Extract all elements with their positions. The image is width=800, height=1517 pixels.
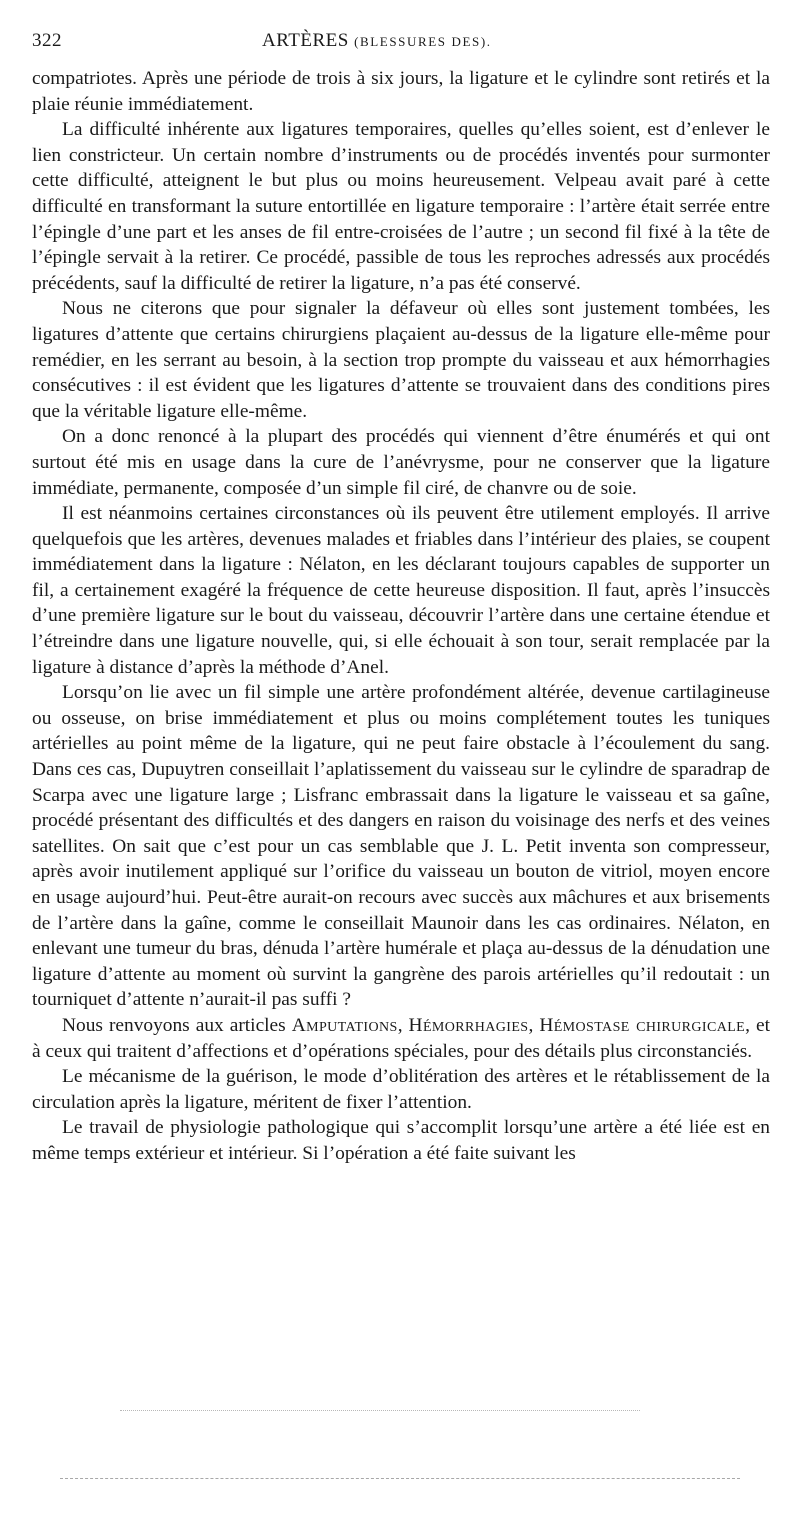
paragraph: Il est néanmoins certaines circonstances où ils peuvent être utilement employés. Il arrive quelquefois que les artères, devenues malades et friables dans l’intérieur des plaies, se coupent immédiatement dans la ligature : Nélaton, en les déclarant toujours capables de supporter un fil, a certainement exagéré la fréquence de cette heureuse disposition. Il faut, après l’insuccès d’une première ligature sur le bout du vaisseau, découvrir l’artère dans une certaine étendue et l’étreindre dans une ligature nouvelle, qui, si elle échouait à son tour, serait remplacée par la ligature à distance d’après la méthode d’Anel. [32, 503, 770, 678]
text-run: Nous renvoyons aux articles [62, 1014, 292, 1036]
page-number: 322 [32, 30, 62, 51]
running-title-main: ARTÈRES [262, 30, 349, 51]
running-title-paren: (BLESSURES DES). [354, 34, 492, 49]
paragraph: Le mécanisme de la guérison, le mode d’oblitération des artères et le rétablissement de la circulation après la ligature, méritent de fixer l’attention. [32, 1066, 770, 1113]
running-title [262, 30, 492, 52]
paragraph: On a donc renoncé à la plupart des procédés qui viennent d’être énumérés et qui ont surtout été mis en usage dans la cure de l’anévrysme, pour ne conserver que la ligature immédiate, permanente, composée d’un simple fil ciré, de chanvre ou de soie. [32, 426, 770, 499]
text-run: , [528, 1014, 540, 1036]
paragraph: Nous ne citerons que pour signaler la défaveur où elles sont justement tombées, les ligatures d’attente que certains chirurgiens plaçaient au-dessus de la ligature elle-même pour remédier, en les serrant au besoin, à la section trop prompte du vaisseau et aux hémorrhagies consécutives : il est évident que les ligatures d’attente se trouvaient dans des conditions pires que la véritable ligature elle-même. [32, 298, 770, 422]
paragraph-cross-references [32, 1013, 770, 1064]
scan-bottom-rule [60, 1478, 740, 1479]
book-page [32, 30, 770, 1167]
scan-specks [120, 1410, 640, 1415]
cross-reference-hemostase: Hémostase chirurgicale [539, 1014, 746, 1036]
text-run: , et à ceux qui traitent d’affections et d’opérations spéciales, pour des détails plus circonstanciés. [32, 1014, 770, 1062]
text-run: , [397, 1014, 409, 1036]
paragraph: La difficulté inhérente aux ligatures temporaires, quelles qu’elles soient, est d’enlever le lien constricteur. Un certain nombre d’instruments ou de procédés inventés pour surmonter cette difficulté, atteignent le but plus ou moins heureusement. Velpeau avait paré à cette difficulté en transformant la suture entortillée en ligature temporaire : l’artère était serrée entre l’épingle d’une part et les anses de fil entre-croisées de l’autre ; un second fil fixé à la tête de l’épingle servait à la retirer. Ce procédé, passible de tous les reproches adressés aux procédés précédents, sauf la difficulté de retirer la ligature, n’a pas été conservé. [32, 119, 770, 294]
paragraph: Le travail de physiologie pathologique qui s’accomplit lorsqu’une artère a été liée est en même temps extérieur et intérieur. Si l’opération a été faite suivant les [32, 1117, 770, 1164]
cross-reference-hemorrhagies: Hémorrhagies [408, 1014, 529, 1036]
cross-reference-amputations: Amputations [291, 1014, 398, 1036]
body-text [32, 66, 770, 1167]
paragraph: compatriotes. Après une période de trois à six jours, la ligature et le cylindre sont retirés et la plaie réunie immédiatement. [32, 68, 770, 115]
paragraph: Lorsqu’on lie avec un fil simple une artère profondément altérée, devenue cartilagineuse ou osseuse, on brise immédiatement et plus ou moins complétement toutes les tuniques artérielles au point même de la ligature, qui ne peut faire obstacle à l’écoulement du sang. Dans ces cas, Dupuytren conseillait l’aplatissement du vaisseau sur le cylindre de sparadrap de Scarpa avec une ligature large ; Lisfranc embrassait dans la ligature le vaisseau et sa gaîne, procédé présentant des difficultés et des dangers en raison du voisinage des nerfs et des veines satellites. On sait que c’est pour un cas semblable que J. L. Petit inventa son compresseur, après avoir inutilement appliqué sur l’orifice du vaisseau un bouton de vitriol, moyen encore en usage aujourd’hui. Peut-être aurait-on recours avec succès aux mâchures et aux brisements de l’artère dans la gaîne, comme le conseillait Maunoir dans les cas ordinaires. Nélaton, en enlevant une tumeur du bras, dénuda l’artère humérale et plaça au-dessus de la dénudation une ligature d’attente au moment où survint la gangrène des parois artérielles qu’il redoutait : un tourniquet d’attente n’aurait-il pas suffi ? [32, 682, 770, 1011]
page-header [32, 30, 770, 56]
